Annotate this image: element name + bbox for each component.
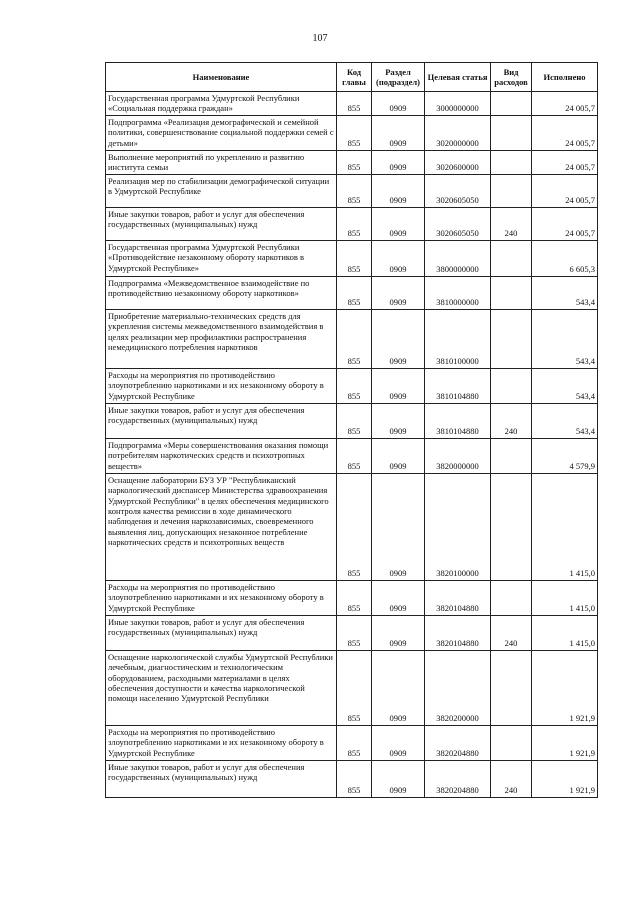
cell-amount: 543,4 [532,309,598,368]
cell-article: 3820104880 [425,615,491,650]
cell-amount: 24 005,7 [532,92,598,116]
cell-amount: 1 415,0 [532,615,598,650]
cell-article: 3820100000 [425,473,491,580]
cell-amount: 1 921,9 [532,760,598,797]
table-row [106,276,598,309]
cell-article: 3820204880 [425,760,491,797]
cell-section: 0909 [372,207,425,240]
cell-article: 3820000000 [425,438,491,473]
cell-section: 0909 [372,240,425,276]
cell-type [491,580,532,615]
cell-article: 3810104880 [425,368,491,403]
table-row [106,403,598,438]
cell-code: 855 [337,438,372,473]
table-row [106,174,598,207]
cell-type [491,240,532,276]
cell-name: Иные закупки товаров, работ и услуг для обеспечения государственных (муниципальных) нужд [106,207,337,240]
cell-article: 3810000000 [425,276,491,309]
cell-amount: 24 005,7 [532,115,598,150]
cell-amount: 543,4 [532,368,598,403]
cell-type [491,174,532,207]
cell-article: 3820104880 [425,580,491,615]
cell-section: 0909 [372,650,425,725]
cell-amount: 24 005,7 [532,174,598,207]
cell-amount: 24 005,7 [532,207,598,240]
cell-article: 3820200000 [425,650,491,725]
cell-code: 855 [337,615,372,650]
cell-article: 3020605050 [425,207,491,240]
cell-amount: 543,4 [532,403,598,438]
cell-name: Государственная программа Удмуртской Республики «Противодействие незаконному обороту наркотиков в Удмуртской Республике» [106,240,337,276]
header-name: Наименование [106,63,337,92]
cell-section: 0909 [372,115,425,150]
cell-type [491,115,532,150]
cell-type: 240 [491,207,532,240]
table-row [106,368,598,403]
cell-code: 855 [337,403,372,438]
table-row [106,207,598,240]
cell-section: 0909 [372,473,425,580]
table-row [106,309,598,368]
table-row [106,580,598,615]
cell-section: 0909 [372,92,425,116]
cell-article: 3020600000 [425,150,491,174]
cell-name: Расходы на мероприятия по противодействию злоупотреблению наркотиками и их незаконному обороту в Удмуртской Республике [106,725,337,760]
cell-code: 855 [337,760,372,797]
cell-type [491,368,532,403]
header-code: Код главы [337,63,372,92]
header-amount: Исполнено [532,63,598,92]
table-row [106,650,598,725]
cell-amount: 4 579,9 [532,438,598,473]
cell-code: 855 [337,650,372,725]
cell-name: Иные закупки товаров, работ и услуг для обеспечения государственных (муниципальных) нужд [106,615,337,650]
table-row [106,760,598,797]
table-row [106,725,598,760]
cell-name: Реализация мер по стабилизации демографической ситуации в Удмуртской Республике [106,174,337,207]
cell-name: Подпрограмма «Меры совершенствования оказания помощи потребителям наркотических средств и психотропных веществ» [106,438,337,473]
cell-article: 3810100000 [425,309,491,368]
table-row [106,615,598,650]
cell-section: 0909 [372,615,425,650]
cell-section: 0909 [372,438,425,473]
cell-article: 3800000000 [425,240,491,276]
header-section: Раздел (подраздел) [372,63,425,92]
cell-name: Подпрограмма «Межведомственное взаимодействие по противодействию незаконному обороту наркотиков» [106,276,337,309]
cell-section: 0909 [372,760,425,797]
cell-code: 855 [337,240,372,276]
cell-name: Приобретение материально-технических средств для укрепления системы межведомственного взаимодействия в целях реализации мер профилактики распространения немедицинского потребления наркотиков [106,309,337,368]
cell-section: 0909 [372,368,425,403]
cell-amount: 6 605,3 [532,240,598,276]
cell-code: 855 [337,309,372,368]
cell-name: Выполнение мероприятий по укреплению и развитию института семьи [106,150,337,174]
cell-name: Иные закупки товаров, работ и услуг для обеспечения государственных (муниципальных) нужд [106,760,337,797]
cell-amount: 1 921,9 [532,650,598,725]
cell-type [491,150,532,174]
cell-name: Расходы на мероприятия по противодействию злоупотреблению наркотиками и их незаконному обороту в Удмуртской Республике [106,580,337,615]
cell-code: 855 [337,276,372,309]
cell-name: Расходы на мероприятия по противодействию злоупотреблению наркотиками и их незаконному обороту в Удмуртской Республике [106,368,337,403]
cell-article: 3020000000 [425,115,491,150]
cell-name: Оснащение наркологической службы Удмуртской Республики лечебным, диагностическим и технологическим оборудованием, расходными материалами в целях обеспечения доступности и качества наркологической помощи населению Удмуртской Республики [106,650,337,725]
cell-name: Подпрограмма «Реализация демографической и семейной политики, совершенствование социальной поддержки семей с детьми» [106,115,337,150]
cell-article: 3810104880 [425,403,491,438]
cell-code: 855 [337,92,372,116]
cell-code: 855 [337,207,372,240]
cell-name: Иные закупки товаров, работ и услуг для обеспечения государственных (муниципальных) нужд [106,403,337,438]
table-row [106,473,598,580]
table-row [106,115,598,150]
cell-type: 240 [491,760,532,797]
table-row [106,438,598,473]
cell-code: 855 [337,580,372,615]
cell-section: 0909 [372,580,425,615]
cell-section: 0909 [372,174,425,207]
cell-type [491,438,532,473]
cell-article: 3000000000 [425,92,491,116]
cell-type: 240 [491,615,532,650]
budget-table [105,62,598,798]
cell-code: 855 [337,725,372,760]
table-row [106,150,598,174]
cell-article: 3020605050 [425,174,491,207]
cell-type [491,92,532,116]
cell-amount: 1 415,0 [532,473,598,580]
cell-code: 855 [337,368,372,403]
cell-type [491,725,532,760]
cell-section: 0909 [372,403,425,438]
cell-name: Государственная программа Удмуртской Республики «Социальная поддержка граждан» [106,92,337,116]
cell-article: 3820204880 [425,725,491,760]
cell-type [491,309,532,368]
page-number: 107 [312,33,328,44]
cell-code: 855 [337,115,372,150]
table-row [106,92,598,116]
cell-amount: 543,4 [532,276,598,309]
cell-section: 0909 [372,309,425,368]
cell-amount: 1 415,0 [532,580,598,615]
cell-type: 240 [491,403,532,438]
cell-section: 0909 [372,276,425,309]
cell-code: 855 [337,174,372,207]
cell-amount: 24 005,7 [532,150,598,174]
cell-type [491,276,532,309]
cell-amount: 1 921,9 [532,725,598,760]
table-row [106,240,598,276]
cell-code: 855 [337,473,372,580]
cell-type [491,650,532,725]
table-header-row [106,63,598,92]
header-article: Целевая статья [425,63,491,92]
cell-section: 0909 [372,150,425,174]
header-type: Вид расходов [491,63,532,92]
cell-type [491,473,532,580]
cell-code: 855 [337,150,372,174]
cell-section: 0909 [372,725,425,760]
cell-name: Оснащение лаборатории БУЗ УР "Республиканский наркологический диспансер Министерства здравоохранения Удмуртской Республики" в целях обеспечения медицинского контроля качества ремиссии в ходе динамического наблюдения и лечения наркозависимых, своевременного выявления лиц, допускающих незаконное потребление наркотических средств и психотропных веществ [106,473,337,580]
